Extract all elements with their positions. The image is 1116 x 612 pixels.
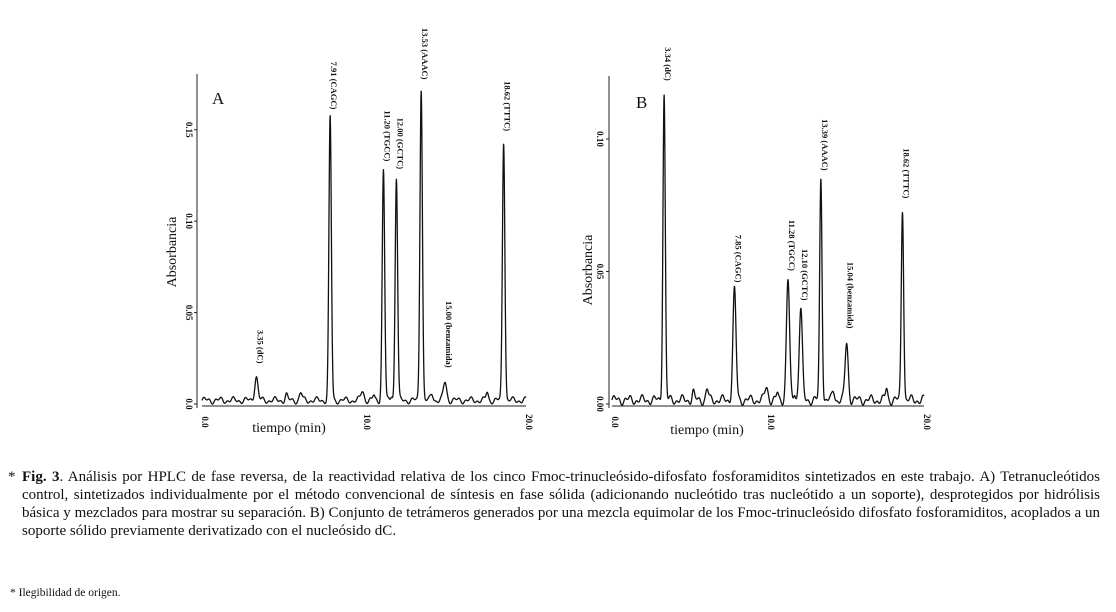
- x-tick-label: 10.0: [766, 414, 776, 430]
- y-tick-label: 0.05: [184, 304, 194, 321]
- peak-label: 3.34 (dC): [663, 47, 674, 81]
- caption-text: . Análisis por HPLC de fase reversa, de la reactividad relativa de los cinco Fmoc-trinucleósido-difosfato fosforamiditos sintetizados en este trabajo. A) Tetranucleótidos control, sintetizados individualmente por el método convencional de síntesis en fase sólida (adicionando nucleótido tras nucleótido a un soporte), desprotegidos por hidrólisis básica y mezclados para mostrar su separación. B) Conjunto de tetrámeros generados por una mezcla equimolar de los Fmoc-trinucleósido difosfato fosforamiditos, acoplados a un soporte sólido previamente derivatizado con el nucleósido dC.: [22, 469, 1100, 539]
- x-axis-label: tiempo (min): [252, 421, 326, 436]
- peak-label: 12.00 (GCTC): [395, 117, 406, 170]
- peak-label: 7.91 (CAGC): [329, 61, 340, 110]
- peak-label: 15.04 (benzamida): [845, 261, 856, 329]
- peak-label: 15.00 (benzamida): [444, 300, 454, 368]
- x-tick-label: 10.0: [362, 414, 372, 430]
- peak-label: 11.28 (TGCC): [786, 219, 797, 271]
- caption-marker: *: [8, 469, 16, 485]
- x-tick-label: 0.0: [610, 416, 620, 428]
- peak-label: 13.39 (AAAC): [819, 119, 830, 171]
- x-axis-label: tiempo (min): [670, 423, 744, 438]
- peak-label: 3.35 (dC): [255, 329, 266, 364]
- peak-label: 12.10 (GCTC): [799, 249, 810, 301]
- y-tick-label: 0.10: [184, 213, 194, 230]
- y-tick-label: 0.10: [595, 131, 605, 147]
- x-tick-label: 0.0: [200, 416, 210, 428]
- figure-caption: [8, 468, 1100, 540]
- figure-number: Fig. 3: [22, 469, 60, 485]
- x-tick-label: 20.0: [524, 414, 534, 430]
- peak-label: 11.20 (TGCC): [382, 110, 393, 162]
- peak-label: 13.53 (AAAC): [420, 28, 431, 80]
- panel-letter: B: [636, 93, 648, 112]
- chromatogram-trace: [612, 95, 924, 405]
- y-axis-label: Absorbancia: [165, 216, 180, 288]
- chromatogram-panel-b: [581, 47, 932, 438]
- y-tick-label: 0.0: [184, 398, 194, 410]
- peak-label: 18.62 (TTTC): [502, 81, 513, 132]
- peak-label: 7.85 (CAGC): [733, 234, 744, 283]
- peak-label: 18.62 (TTTC): [901, 148, 912, 199]
- footnote: * Ilegibilidad de origen.: [10, 587, 121, 599]
- x-tick-label: 20.0: [922, 414, 932, 430]
- chromatogram-trace: [202, 91, 526, 404]
- y-tick-label: 0.05: [595, 263, 605, 280]
- y-tick-label: 0.00: [595, 396, 605, 412]
- panel-letter: A: [212, 89, 225, 108]
- y-axis-label: Absorbancia: [581, 234, 596, 306]
- chromatogram-panel-a: [165, 28, 534, 436]
- y-tick-label: 0.15: [184, 121, 194, 138]
